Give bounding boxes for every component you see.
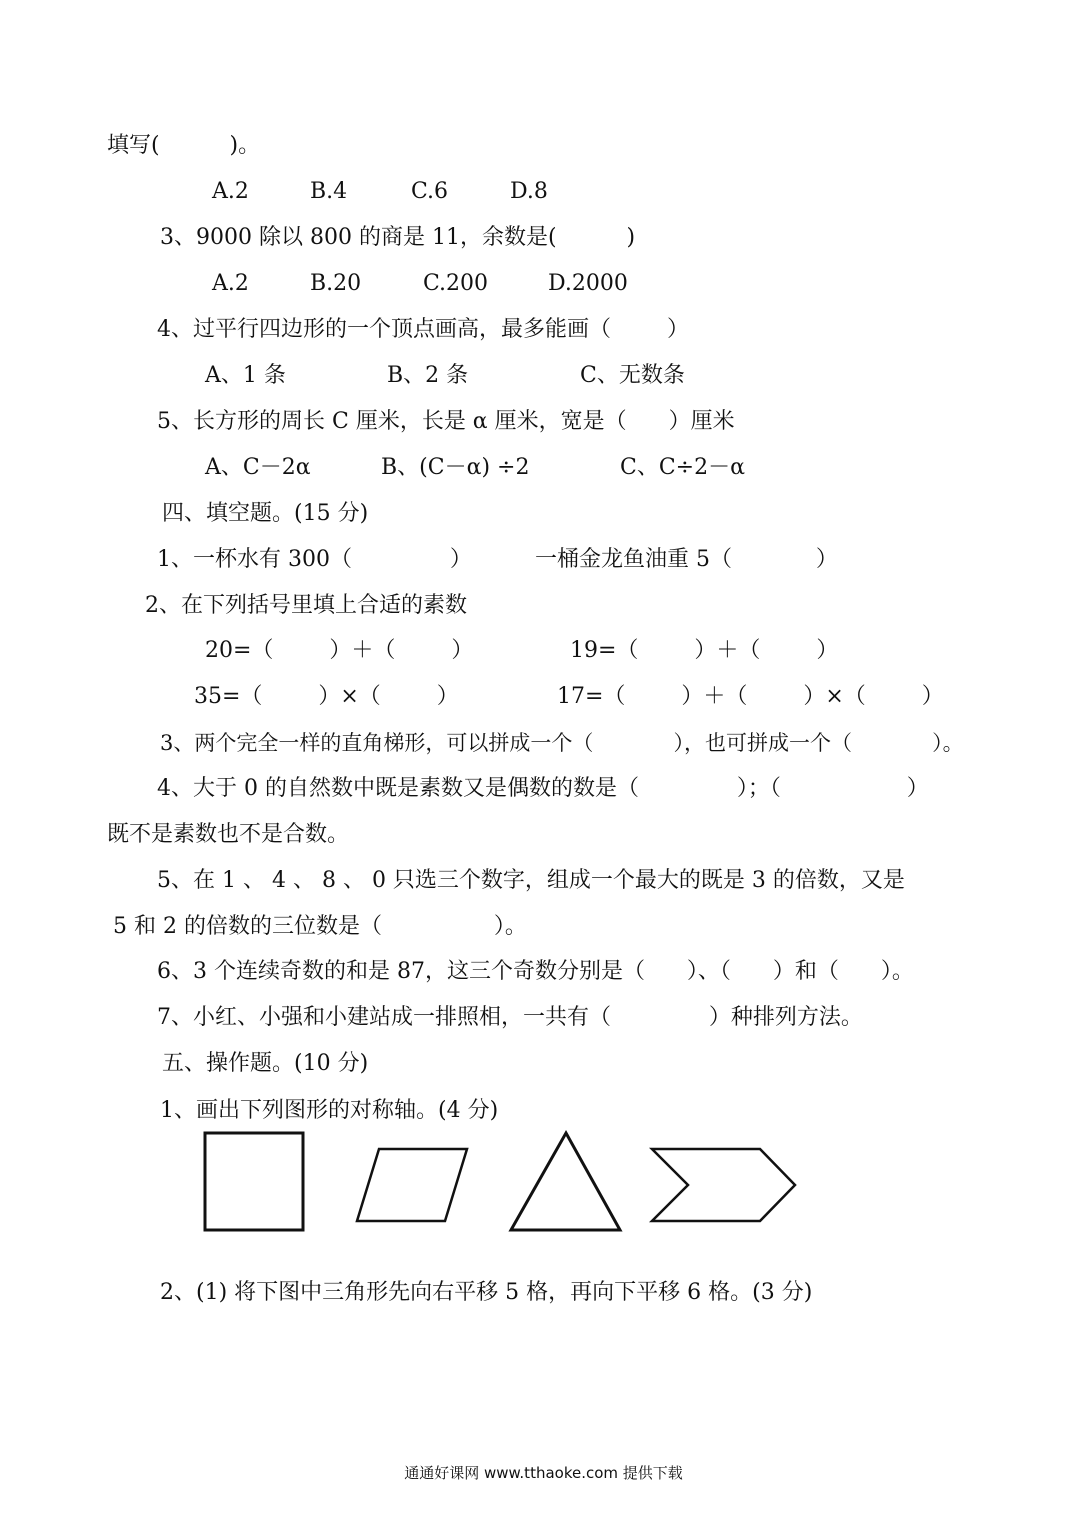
fill-q2-row2-a: 35=（ ）×（ ）	[194, 684, 459, 709]
operation-q2: 2、(1) 将下图中三角形先向右平移 5 格，再向下平移 6 格。(3 分)	[160, 1280, 813, 1305]
option-d: D.8	[510, 179, 548, 204]
option-c: C.200	[423, 271, 489, 296]
option-a: A、C－2α	[205, 455, 311, 480]
fill-q2: 2、在下列括号里填上合适的素数	[145, 593, 467, 618]
option-b: B、2 条	[387, 363, 469, 388]
fill-q2-row2-b: 17=（ ）＋（ ）×（ ）	[557, 684, 944, 709]
question-4: 4、过平行四边形的一个顶点画高，最多能画（ ）	[157, 317, 689, 342]
section-4-title: 四、填空题。(15 分)	[162, 501, 369, 526]
option-c: C.6	[411, 179, 449, 204]
fill-q5-line1: 5、在 1 、 4 、 8 、 0 只选三个数字，组成一个最大的既是 3 的倍数，又是	[157, 868, 905, 893]
section-5-title: 五、操作题。(10 分)	[162, 1051, 369, 1076]
fill-q5-line2: 5 和 2 的倍数的三位数是（ ）。	[113, 914, 527, 939]
arrow-chevron-shape	[652, 1149, 795, 1221]
q3-continuation: 填写( )。	[107, 133, 261, 158]
fill-q1-b: 一桶金龙鱼油重 5（ ）	[535, 547, 838, 572]
option-c: C、无数条	[580, 363, 685, 388]
parallelogram-shape	[357, 1149, 467, 1221]
option-d: D.2000	[548, 271, 628, 296]
fill-q4-line1: 4、大于 0 的自然数中既是素数又是偶数的数是（ ）；（ ）	[157, 776, 929, 801]
fill-q2-row1-a: 20=（ ）＋（ ）	[205, 638, 474, 663]
fill-q6: 6、3 个连续奇数的和是 87，这三个奇数分别是（ ）、（ ）和（ ）。	[157, 959, 914, 984]
option-b: B、(C－α) ÷2	[381, 455, 530, 480]
triangle-shape	[511, 1133, 620, 1230]
operation-q1: 1、画出下列图形的对称轴。(4 分)	[160, 1098, 499, 1123]
question-3: 3、9000 除以 800 的商是 11，余数是( )	[160, 225, 636, 250]
fill-q7: 7、小红、小强和小建站成一排照相，一共有（ ）种排列方法。	[157, 1005, 863, 1030]
option-a: A、1 条	[205, 363, 286, 388]
option-b: B.20	[310, 271, 362, 296]
fill-q3: 3、两个完全一样的直角梯形，可以拼成一个（ ），也可拼成一个（ ）。	[160, 731, 964, 755]
option-a: A.2	[212, 179, 249, 204]
option-c: C、C÷2－α	[620, 455, 745, 480]
option-a: A.2	[212, 271, 249, 296]
option-b: B.4	[310, 179, 348, 204]
fill-q4-line2: 既不是素数也不是合数。	[107, 822, 350, 847]
question-5: 5、长方形的周长 C 厘米，长是 α 厘米，宽是（ ）厘米	[157, 409, 735, 434]
fill-q1-a: 1、一杯水有 300（ ）	[157, 547, 472, 572]
square-shape	[205, 1133, 303, 1230]
fill-q2-row1-b: 19=（ ）＋（ ）	[570, 638, 839, 663]
footer-source: 通通好课网 www.tthaoke.com 提供下载	[404, 1464, 683, 1482]
